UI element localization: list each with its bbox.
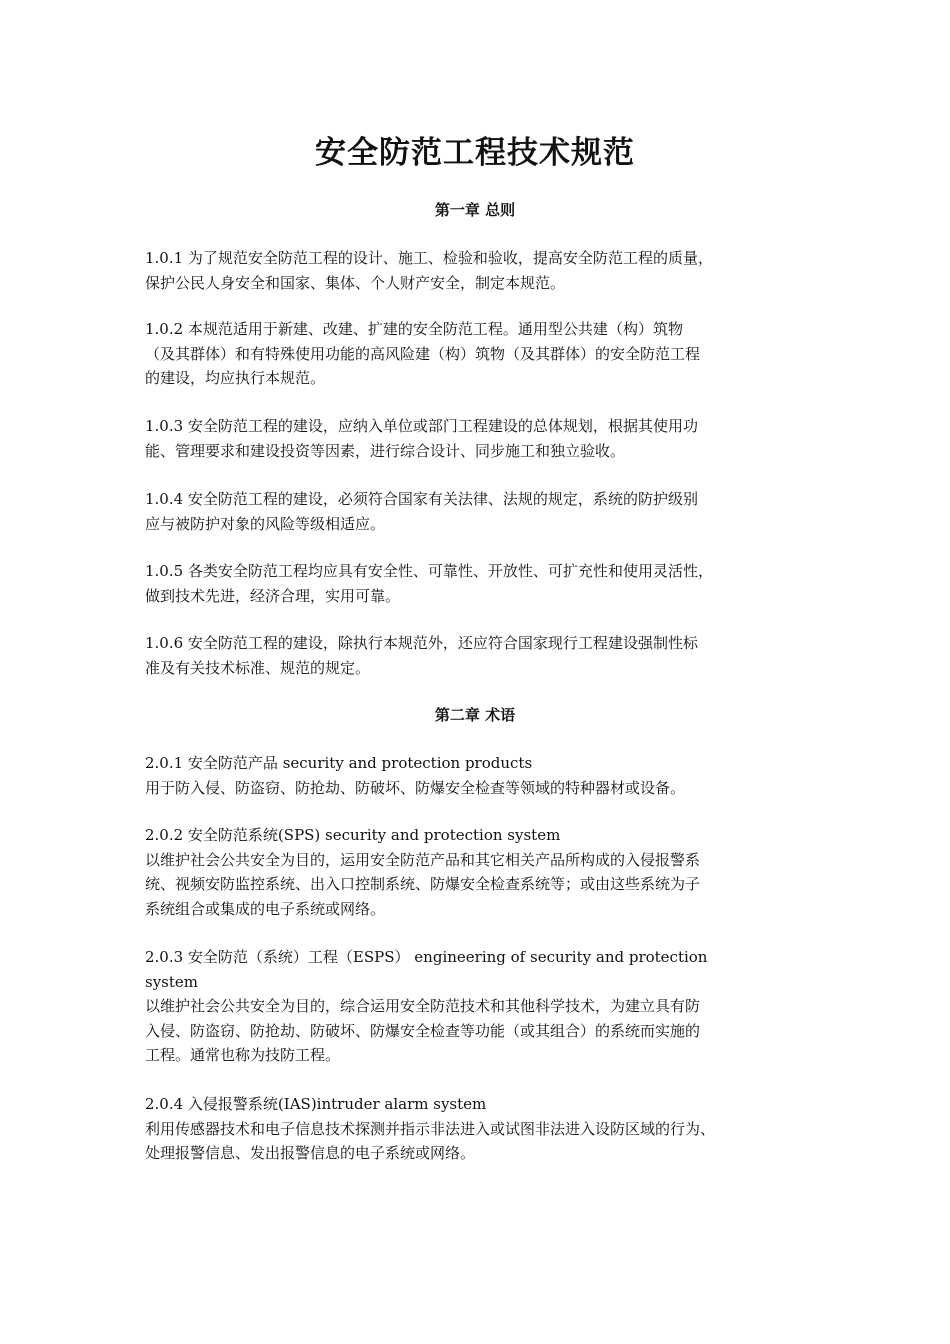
term-line: 利用传感器技术和电子信息技术探测并指示非法进入或试图非法进入设防区域的行为、 [145,1119,716,1138]
term-line: 以维护社会公共安全为目的，运用安全防范产品和其它相关产品所构成的入侵报警系 [145,850,701,869]
clause-line: 1.0.6 安全防范工程的建设，除执行本规范外，还应符合国家现行工程建设强制性标 [145,634,698,652]
term-2-0-4 [145,1092,815,1166]
clause-line: 1.0.1 为了规范安全防范工程的设计、施工、检验和验收，提高安全防范工程的质量， [145,249,713,267]
clause-line: 1.0.3 安全防范工程的建设，应纳入单位或部门工程建设的总体规划，根据其使用功 [145,417,698,435]
term-line: 2.0.2 安全防范系统(SPS) security and protection system [145,826,561,844]
clause-1-0-5 [145,559,815,608]
term-2-0-3 [145,945,815,1068]
clause-1-0-1 [145,246,815,295]
clause-line: 应与被防护对象的风险等级相适应。 [145,514,386,533]
clause-line: （及其群体）和有特殊使用功能的高风险建（构）筑物（及其群体）的安全防范工程 [145,344,701,363]
term-2-0-2 [145,823,815,921]
document-title: 安全防范工程技术规范 [315,135,635,171]
clause-1-0-3 [145,414,815,463]
clause-line: 做到技术先进，经济合理，实用可靠。 [145,586,401,605]
term-line: 处理报警信息、发出报警信息的电子系统或网络。 [145,1144,476,1162]
clause-line: 保护公民人身安全和国家、集体、个人财产安全，制定本规范。 [145,273,566,292]
term-2-0-1 [145,751,815,800]
term-line: 入侵、防盗窃、防抢劫、防破坏、防爆安全检查等功能（或其组合）的系统而实施的 [145,1021,701,1040]
clause-line: 1.0.4 安全防范工程的建设，必须符合国家有关法律、法规的规定，系统的防护级别 [145,490,698,508]
clause-line: 准及有关技术标准、规范的规定。 [145,658,371,677]
term-line: 工程。通常也称为技防工程。 [145,1046,341,1064]
term-line: 统、视频安防监控系统、出入口控制系统、防爆安全检查系统等；或由这些系统为子 [145,875,701,893]
clause-1-0-2 [145,317,815,391]
clause-line: 1.0.2 本规范适用于新建、改建、扩建的安全防范工程。通用型公共建（构）筑物 [145,320,683,338]
chapter-2-heading: 第二章 术语 [434,706,516,724]
term-line: 用于防入侵、防盗窃、防抢劫、防破坏、防爆安全检查等领域的特种器材或设备。 [145,778,686,797]
term-line: 2.0.4 入侵报警系统(IAS)intruder alarm system [145,1095,487,1113]
clause-1-0-4 [145,487,815,536]
clause-line: 的建设，均应执行本规范。 [145,369,326,387]
term-line: 以维护社会公共安全为目的，综合运用安全防范技术和其他科学技术，为建立具有防 [145,997,701,1015]
term-line: 2.0.3 安全防范（系统）工程（ESPS） engineering of security and protection [145,948,708,966]
clause-line: 1.0.5 各类安全防范工程均应具有安全性、可靠性、开放性、可扩充性和使用灵活性， [145,562,713,580]
term-line: system [145,972,198,991]
clause-line: 能、管理要求和建设投资等因素，进行综合设计、同步施工和独立验收。 [145,441,626,460]
clause-1-0-6 [145,631,815,680]
chapter-1-heading: 第一章 总则 [434,201,516,219]
term-line: 系统组合或集成的电子系统或网络。 [145,899,386,918]
term-line: 2.0.1 安全防范产品 security and protection products [145,754,533,772]
